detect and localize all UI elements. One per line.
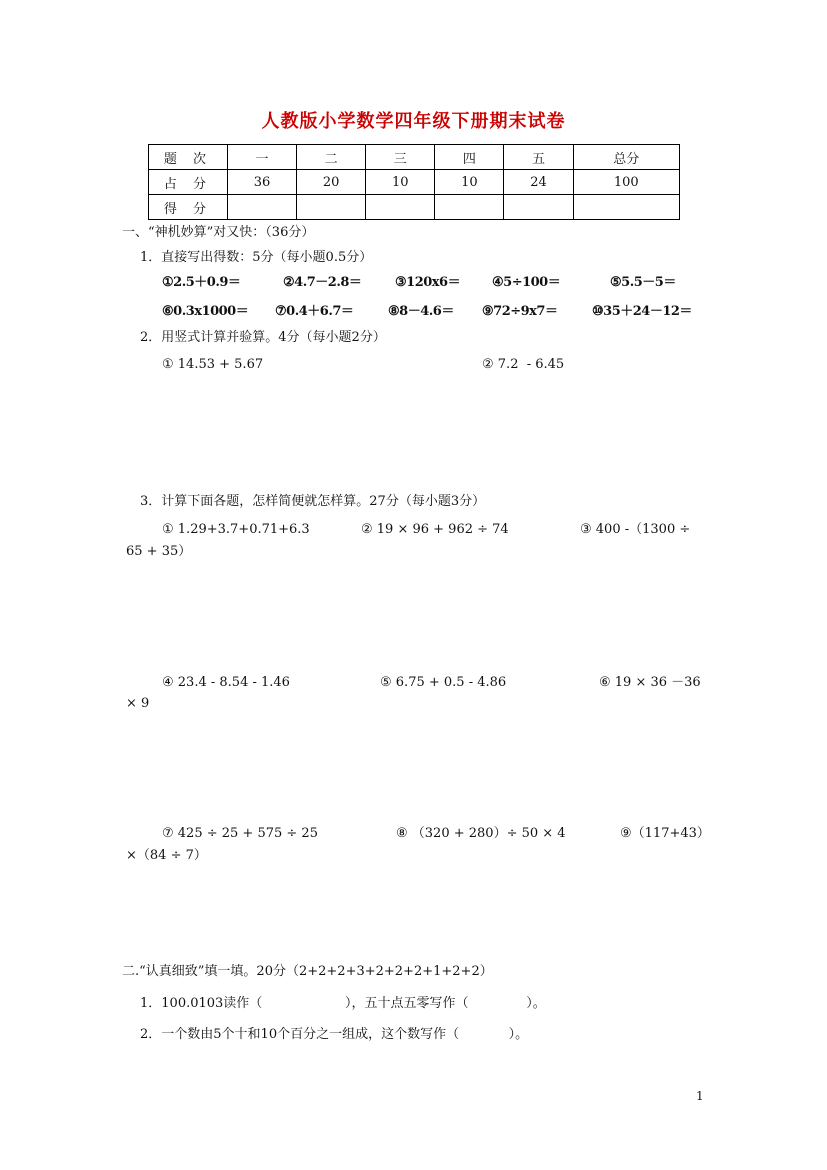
simplify-item: ⑧ （320 + 280）÷ 50 × 4 <box>396 826 566 841</box>
table-cell: 五 <box>504 145 573 170</box>
row-label: 题 次 <box>149 145 228 170</box>
section1-heading: 一、“神机妙算”对又快：（36分） <box>122 225 315 240</box>
simplify-item: ① 1.29+3.7+0.71+6.3 <box>162 522 310 537</box>
table-row <box>149 195 680 220</box>
table-cell: 二 <box>297 145 366 170</box>
mental-math-item: ④5÷100＝ <box>492 275 561 290</box>
question-1-text: 1．直接写出得数：5分（每小题0.5分） <box>140 250 373 265</box>
table-cell: 100 <box>573 170 679 195</box>
row-label: 占 分 <box>149 170 228 195</box>
simplify-item: ③ 400 -（1300 ÷ <box>580 522 691 537</box>
table-cell: 10 <box>366 170 435 195</box>
table-cell: 24 <box>504 170 573 195</box>
mental-math-item: ③120x6＝ <box>395 275 461 290</box>
simplify-item: ⑥ 19 × 36 －36 <box>599 675 701 690</box>
score-input-cell[interactable] <box>573 195 679 220</box>
score-input-cell[interactable] <box>297 195 366 220</box>
fill-blank-1: 1．100.0103读作（ ），五十点五零写作（ ）。 <box>140 996 546 1011</box>
table-cell: 三 <box>366 145 435 170</box>
score-table <box>148 144 680 220</box>
page-number: 1 <box>696 1089 704 1103</box>
mental-math-item: ⑦0.4＋6.7＝ <box>275 304 354 319</box>
table-cell: 20 <box>297 170 366 195</box>
table-cell: 总分 <box>573 145 679 170</box>
table-row <box>149 145 680 170</box>
vertical-calc-item: ① 14.53 + 5.67 <box>162 357 264 372</box>
section2-heading: 二.“认真细致”填一填。20分（2+2+2+3+2+2+2+1+2+2） <box>122 964 493 979</box>
mental-math-item: ①2.5＋0.9＝ <box>162 275 241 290</box>
table-cell: 36 <box>228 170 297 195</box>
score-input-cell[interactable] <box>366 195 435 220</box>
question-2-text: 2．用竖式计算并验算。4分（每小题2分） <box>140 330 386 345</box>
score-input-cell[interactable] <box>228 195 297 220</box>
mental-math-item: ⑧8－4.6＝ <box>388 304 454 319</box>
score-input-cell[interactable] <box>435 195 504 220</box>
simplify-item: ② 19 × 96 + 962 ÷ 74 <box>361 522 509 537</box>
table-row <box>149 170 680 195</box>
simplify-item: ⑤ 6.75 + 0.5 - 4.86 <box>380 675 507 690</box>
simplify-item-cont: 65 + 35） <box>126 544 192 559</box>
table-cell: 四 <box>435 145 504 170</box>
table-cell: 一 <box>228 145 297 170</box>
simplify-item-cont: ×（84 ÷ 7） <box>126 848 207 863</box>
page-title: 人教版小学数学四年级下册期末试卷 <box>261 111 566 132</box>
mental-math-item: ⑤5.5－5＝ <box>610 275 676 290</box>
simplify-item: ⑨（117+43） <box>620 826 710 841</box>
simplify-item-cont: × 9 <box>126 696 150 711</box>
row-label: 得 分 <box>149 195 228 220</box>
mental-math-item: ⑩35＋24－12＝ <box>592 304 692 319</box>
simplify-item: ④ 23.4 - 8.54 - 1.46 <box>162 675 290 690</box>
score-input-cell[interactable] <box>504 195 573 220</box>
fill-blank-2: 2．一个数由5个十和10个百分之一组成，这个数写作（ ）。 <box>140 1027 529 1042</box>
mental-math-item: ⑨72÷9x7＝ <box>482 304 558 319</box>
simplify-item: ⑦ 425 ÷ 25 + 575 ÷ 25 <box>162 826 318 841</box>
question-3-text: 3．计算下面各题，怎样简便就怎样算。27分（每小题3分） <box>140 494 486 509</box>
table-cell: 10 <box>435 170 504 195</box>
mental-math-item: ②4.7－2.8＝ <box>283 275 362 290</box>
vertical-calc-item: ② 7.2 - 6.45 <box>482 357 565 372</box>
mental-math-item: ⑥0.3x1000＝ <box>162 304 249 319</box>
